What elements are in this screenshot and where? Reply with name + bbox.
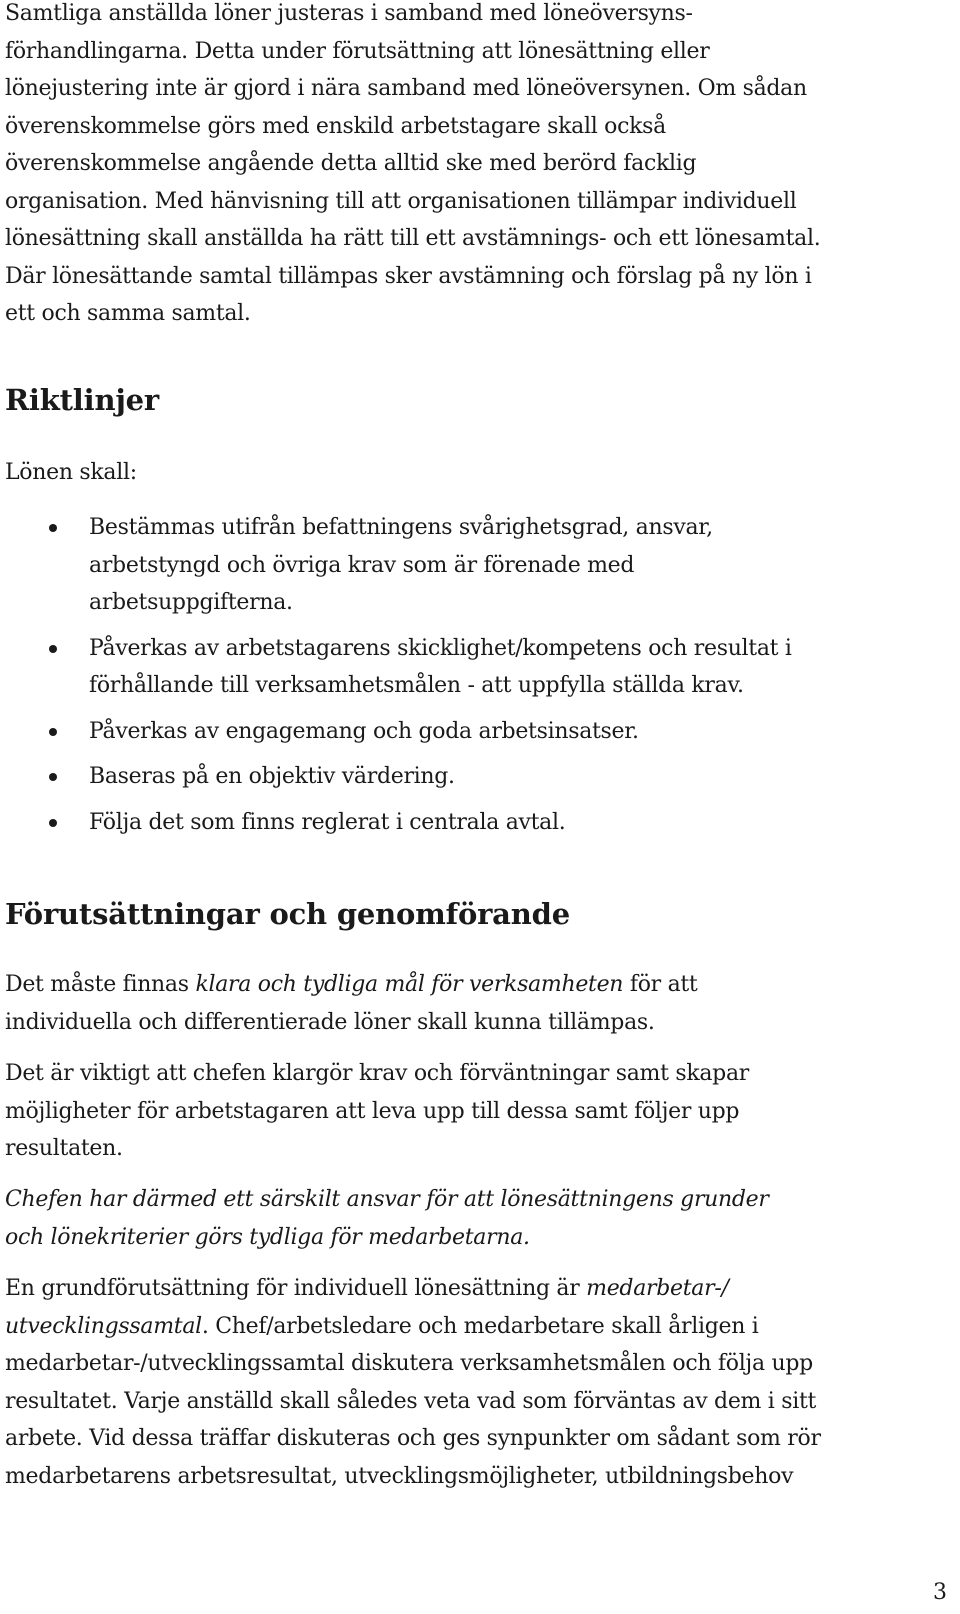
text-line: medarbetarens arbetsresultat, utvecklingsmöjligheter, utbildningsbehov (5, 1463, 794, 1489)
list-item (5, 758, 953, 796)
emphasis-text: klara och tydliga mål för verksamheten (195, 972, 624, 997)
lead-paragraph (5, 454, 137, 492)
text-line: och lönekriterier görs tydliga för medarbetarna. (5, 1224, 530, 1250)
text-line: Baseras på en objektiv värdering. (89, 764, 455, 789)
emphasis-text: utvecklingssamtal (5, 1313, 202, 1339)
bullet-icon (49, 819, 57, 827)
list-item (5, 509, 953, 622)
guideline-bullet-list (5, 509, 953, 849)
text-line: ett och samma samtal. (5, 301, 251, 326)
text-line: resultaten. (5, 1136, 123, 1161)
text-line (5, 1308, 821, 1346)
text-segment: En grundförutsättning för individuell lönesättning är (5, 1276, 587, 1301)
bullet-icon (49, 773, 57, 781)
text-line: överenskommelse angående detta alltid ske med berörd facklig (5, 151, 697, 176)
text-line: förhållande till verksamhetsmålen - att uppfylla ställda krav. (89, 673, 744, 698)
text-line: lönejustering inte är gjord i nära samband med löneöversynen. Om sådan (5, 76, 807, 101)
text-line: individuella och differentierade löner skall kunna tillämpas. (5, 1009, 655, 1035)
list-item (5, 804, 953, 842)
text-line: Där lönesättande samtal tillämpas sker avstämning och förslag på ny lön i (5, 263, 812, 289)
text-line: Lönen skall: (5, 460, 137, 485)
section-heading-forutsattningar: Förutsättningar och genomförande (5, 897, 570, 931)
text-line: Det är viktigt att chefen klargör krav och förväntningar samt skapar (5, 1061, 749, 1086)
text-line: arbete. Vid dessa träffar diskuteras och ges synpunkter om sådant som rör (5, 1426, 821, 1451)
text-line: överenskommelse görs med enskild arbetstagare skall också (5, 113, 666, 139)
text-line: arbetsuppgifterna. (89, 590, 293, 615)
text-line: Bestämmas utifrån befattningens svårighetsgrad, ansvar, (89, 515, 713, 540)
page-number: 3 (933, 1580, 947, 1605)
text-line: medarbetar-/utvecklingssamtal diskutera verksamhetsmålen och följa upp (5, 1351, 813, 1376)
section-heading-riktlinjer: Riktlinjer (5, 383, 159, 417)
text-line (5, 1270, 821, 1308)
responsibility-paragraph (5, 1181, 769, 1256)
text-line: lönesättning skall anställda ha rätt till ett avstämnings- och ett lönesamtal. (5, 226, 821, 251)
text-line (5, 966, 697, 1004)
text-line: Följa det som finns reglerat i centrala avtal. (89, 809, 566, 835)
text-line: Chefen har därmed ett särskilt ansvar för att lönesättningens grunder (5, 1187, 769, 1212)
prerequisite-paragraph (5, 1270, 821, 1495)
bullet-icon (49, 728, 57, 736)
manager-paragraph (5, 1055, 749, 1168)
emphasis-text: medarbetar-/ (586, 1276, 729, 1301)
intro-paragraph (5, 0, 820, 333)
bullet-icon (49, 524, 57, 532)
text-line: möjligheter för arbetstagaren att leva upp till dessa samt följer upp (5, 1098, 740, 1124)
bullet-icon (49, 645, 57, 653)
goals-paragraph (5, 966, 697, 1041)
text-segment: Det måste finnas (5, 972, 196, 997)
list-item (5, 713, 953, 751)
list-item (5, 630, 953, 705)
text-line: Påverkas av engagemang och goda arbetsinsatser. (89, 718, 639, 744)
text-segment: . Chef/arbetsledare och medarbetare skall årligen i (201, 1313, 759, 1339)
text-line: Påverkas av arbetstagarens skicklighet/kompetens och resultat i (89, 635, 792, 661)
text-line: organisation. Med hänvisning till att organisationen tillämpar individuell (5, 188, 797, 214)
text-line: Samtliga anställda löner justeras i samband med löneöversyns- (5, 1, 693, 26)
text-line: arbetstyngd och övriga krav som är förenade med (89, 552, 635, 578)
text-line: resultatet. Varje anställd skall således veta vad som förväntas av dem i sitt (5, 1388, 817, 1414)
text-line: förhandlingarna. Detta under förutsättning att lönesättning eller (5, 38, 710, 64)
text-segment: för att (623, 972, 698, 997)
